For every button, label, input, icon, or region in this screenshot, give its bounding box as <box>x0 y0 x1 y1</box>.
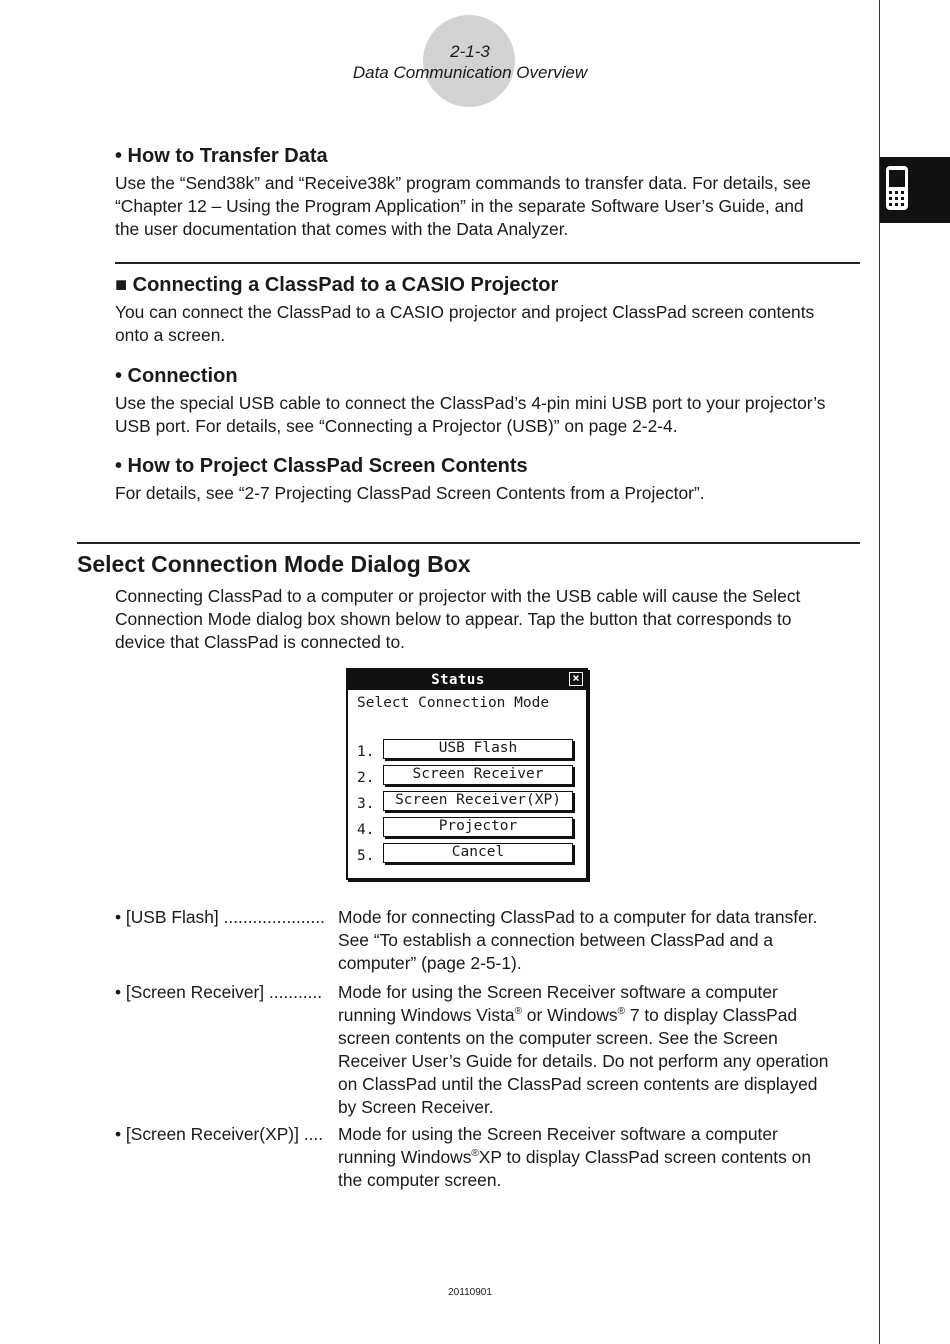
text-line <box>338 1146 863 1169</box>
page-number: 2-1-3 <box>450 42 490 61</box>
projector-text <box>115 301 865 347</box>
description-body <box>338 906 863 975</box>
transfer-text <box>115 172 865 241</box>
text-line: “Chapter 12 – Using the Program Application” in the separate Software User’s Guide, and <box>115 196 804 216</box>
text-line: See “To establish a connection between ClassPad and a <box>338 930 774 950</box>
description-body <box>338 1123 863 1192</box>
dialog-titlebar <box>348 670 586 690</box>
text-line: You can connect the ClassPad to a CASIO projector and project ClassPad screen contents <box>115 302 815 322</box>
close-icon[interactable]: × <box>569 672 583 686</box>
description-term: • [USB Flash] ..................... <box>115 907 325 927</box>
text-line: the user documentation that comes with the Data Analyzer. <box>115 219 569 239</box>
text-fragment: XP to display ClassPad screen contents on <box>478 1147 812 1167</box>
dialog-title: Status <box>431 672 485 688</box>
dialog-section-text <box>115 585 865 654</box>
registered-mark: ® <box>514 1006 522 1018</box>
projector-button[interactable]: Projector <box>383 817 573 837</box>
text-line: device that ClassPad is connected to. <box>115 632 406 652</box>
text-line: Receiver User’s Guide for details. Do not perform any operation <box>338 1051 829 1071</box>
dialog-option-row <box>357 765 579 787</box>
connection-text <box>115 392 865 438</box>
text-line: screen contents on the computer screen. See the Screen <box>338 1028 778 1048</box>
text-line: USB port. For details, see “Connecting a Projector (USB)” on page 2-2-4. <box>115 416 678 436</box>
dialog-option-row <box>357 817 579 839</box>
section-divider <box>115 262 860 264</box>
dialog-section-heading: Select Connection Mode Dialog Box <box>77 551 471 577</box>
option-number: 4. <box>357 822 375 838</box>
description-term: • [Screen Receiver] ........... <box>115 982 323 1002</box>
dialog-option-row <box>357 843 579 865</box>
usb-flash-button[interactable]: USB Flash <box>383 739 573 759</box>
option-number: 1. <box>357 744 375 760</box>
text-line: onto a screen. <box>115 325 226 345</box>
description-term: • [Screen Receiver(XP)] .... <box>115 1124 324 1144</box>
text-fragment: 7 to display ClassPad <box>625 1005 798 1025</box>
screen-receiver-xp-button[interactable]: Screen Receiver(XP) <box>383 791 573 811</box>
dialog-prompt: Select Connection Mode <box>357 695 550 711</box>
screen-receiver-button[interactable]: Screen Receiver <box>383 765 573 785</box>
projector-heading: ■ Connecting a ClassPad to a CASIO Projector <box>115 274 559 296</box>
registered-mark: ® <box>471 1148 479 1160</box>
text-line: Use the “Send38k” and “Receive38k” program commands to transfer data. For details, see <box>115 173 811 193</box>
transfer-heading: • How to Transfer Data <box>115 145 328 167</box>
footer-code: 20110901 <box>448 1287 492 1298</box>
registered-mark: ® <box>617 1006 626 1018</box>
text-fragment: or Windows <box>521 1005 618 1025</box>
description-body <box>338 981 863 1119</box>
dialog-option-row <box>357 739 579 761</box>
select-connection-mode-dialog <box>346 668 588 880</box>
project-contents-text <box>115 482 865 505</box>
text-line: on ClassPad until the ClassPad screen contents are displayed <box>338 1074 818 1094</box>
text-line: For details, see “2-7 Projecting ClassPad Screen Contents from a Projector”. <box>115 483 705 503</box>
option-number: 2. <box>357 770 375 786</box>
chapter-tab <box>880 157 950 223</box>
text-line: by Screen Receiver. <box>338 1097 494 1117</box>
cancel-button[interactable]: Cancel <box>383 843 573 863</box>
dialog-option-row <box>357 791 579 813</box>
option-number: 3. <box>357 796 375 812</box>
page-section-title: Data Communication Overview <box>352 63 588 82</box>
text-line <box>338 1004 863 1027</box>
text-line: Connecting ClassPad to a computer or projector with the USB cable will cause the Select <box>115 586 801 606</box>
project-contents-heading: • How to Project ClassPad Screen Contents <box>115 455 528 477</box>
text-line: the computer screen. <box>338 1170 502 1190</box>
text-line: Mode for using the Screen Receiver software a computer <box>338 1124 778 1144</box>
text-line: Mode for using the Screen Receiver software a computer <box>338 982 778 1002</box>
text-line: Connection Mode dialog box shown below to appear. Tap the button that corresponds to <box>115 609 792 629</box>
text-line: computer” (page 2-5-1). <box>338 953 522 973</box>
text-fragment: running Windows <box>338 1147 472 1167</box>
text-line: Mode for connecting ClassPad to a computer for data transfer. <box>338 907 818 927</box>
text-fragment: running Windows Vista <box>338 1005 515 1025</box>
text-line: Use the special USB cable to connect the ClassPad’s 4-pin mini USB port to your projector’s <box>115 393 826 413</box>
connection-heading: • Connection <box>115 365 238 387</box>
section-divider <box>77 542 860 544</box>
option-number: 5. <box>357 848 375 864</box>
classpad-device-icon <box>880 157 950 223</box>
